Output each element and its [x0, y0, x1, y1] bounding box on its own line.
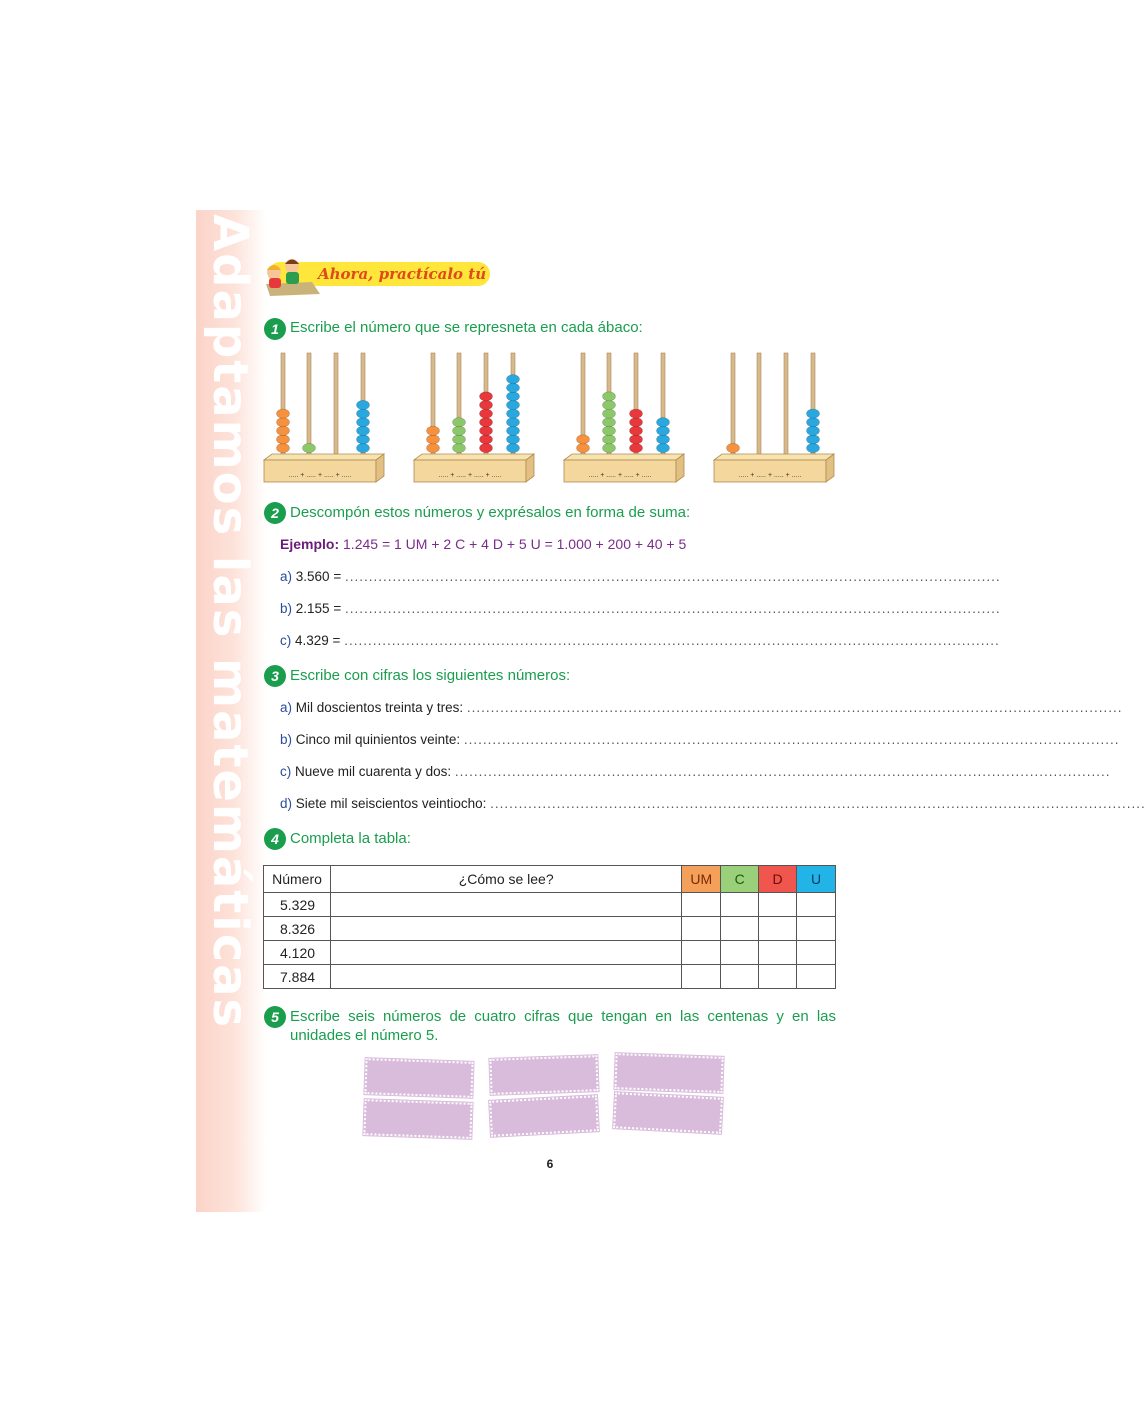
- fill-dots: ..........................................................................................................................................: [466, 700, 1123, 715]
- d-cell[interactable]: [759, 917, 797, 941]
- abacus-bead: [630, 409, 643, 418]
- abacus-base-label: ..... + ..... + ..... + .....: [588, 472, 652, 479]
- abacus-bead: [453, 435, 466, 444]
- answer-line-3a[interactable]: [280, 700, 1123, 715]
- abacus-bead: [303, 443, 316, 452]
- numbers-table: [263, 865, 836, 989]
- abacus-bead: [480, 426, 493, 435]
- d-cell[interactable]: [759, 965, 797, 989]
- abacus-bead: [657, 418, 670, 427]
- answer-line-2a[interactable]: [280, 569, 1001, 584]
- header-como-se-lee: ¿Cómo se lee?: [330, 866, 681, 893]
- abacus-drawing: [262, 350, 388, 485]
- question-1-text: Escribe el número que se represneta en cada ábaco:: [290, 319, 643, 336]
- c-cell[interactable]: [721, 965, 759, 989]
- table-row: [264, 941, 836, 965]
- item-label: b): [280, 601, 293, 616]
- abacus-bead: [277, 426, 290, 435]
- abacus-base-top: [564, 454, 684, 460]
- abacus-bead: [630, 443, 643, 452]
- abacus-bead: [507, 426, 520, 435]
- reading-cell[interactable]: [330, 893, 681, 917]
- abacus-drawing: [412, 350, 538, 485]
- abacus-bead: [603, 435, 616, 444]
- abacus-bead: [807, 409, 820, 418]
- question-4-number: 4: [264, 828, 286, 850]
- item-label: d): [280, 796, 293, 811]
- abacus-1: [262, 350, 388, 485]
- abacus-base-top: [414, 454, 534, 460]
- u-cell[interactable]: [797, 893, 836, 917]
- abacus-bead: [603, 409, 616, 418]
- um-cell[interactable]: [682, 893, 721, 917]
- abacus-bead: [603, 418, 616, 427]
- item-text: Siete mil seiscientos veintiocho:: [295, 796, 487, 811]
- sidebar-title: Adaptamos las matemáticas: [202, 214, 258, 1030]
- abacus-bead: [603, 443, 616, 452]
- abacus-3: [562, 350, 688, 485]
- row-number: 4.120: [264, 941, 331, 965]
- abacus-bead: [657, 426, 670, 435]
- fill-dots: ..........................................................................................................................................: [344, 601, 1001, 616]
- header-u: U: [797, 866, 836, 893]
- row-number: 8.326: [264, 917, 331, 941]
- answer-stamp-4[interactable]: [363, 1099, 472, 1139]
- answer-stamp-2[interactable]: [489, 1055, 598, 1095]
- abacus-bead: [453, 426, 466, 435]
- abacus-bead: [727, 443, 740, 452]
- banner-title: Ahora, practícalo tú: [318, 265, 487, 283]
- abacus-bead: [277, 418, 290, 427]
- row-number: 7.884: [264, 965, 331, 989]
- abacus-bead: [277, 443, 290, 452]
- table-header-row: [264, 866, 836, 893]
- fill-dots: ..........................................................................................................................................: [463, 732, 1120, 747]
- fill-dots: ..........................................................................................................................................: [344, 569, 1001, 584]
- abacus-drawing: [712, 350, 838, 485]
- item-label: c): [280, 633, 292, 648]
- section-banner: [260, 254, 490, 294]
- u-cell[interactable]: [797, 917, 836, 941]
- abacus-bead: [453, 418, 466, 427]
- abacus-bead: [630, 435, 643, 444]
- header-um: UM: [682, 866, 721, 893]
- answer-stamp-3[interactable]: [614, 1053, 723, 1093]
- abacus-base-label: ..... + ..... + ..... + .....: [438, 472, 502, 479]
- fill-dots: ..........................................................................................................................................: [344, 633, 1000, 648]
- example-text: 1.245 = 1 UM + 2 C + 4 D + 5 U = 1.000 + 200 + 40 + 5: [343, 536, 687, 552]
- answer-stamp-6[interactable]: [613, 1092, 723, 1134]
- header-c: C: [721, 866, 759, 893]
- um-cell[interactable]: [682, 941, 721, 965]
- u-cell[interactable]: [797, 941, 836, 965]
- um-cell[interactable]: [682, 965, 721, 989]
- abacus-bead: [507, 383, 520, 392]
- abacus-bead: [657, 435, 670, 444]
- question-2-text: Descompón estos números y exprésalos en forma de suma:: [290, 504, 691, 521]
- header-numero: Número: [264, 866, 331, 893]
- answer-line-2c[interactable]: [280, 633, 1000, 648]
- abacus-bead: [427, 443, 440, 452]
- item-text: Cinco mil quinientos veinte:: [295, 732, 461, 747]
- reading-cell[interactable]: [330, 941, 681, 965]
- abacus-bead: [357, 426, 370, 435]
- abacus-bead: [630, 418, 643, 427]
- table-row: [264, 917, 836, 941]
- um-cell[interactable]: [682, 917, 721, 941]
- abacus-bead: [807, 435, 820, 444]
- row-number: 5.329: [264, 893, 331, 917]
- abacus-bead: [603, 400, 616, 409]
- abacus-drawing: [562, 350, 688, 485]
- abacus-bead: [807, 418, 820, 427]
- abacus-bead: [807, 426, 820, 435]
- abacus-base-label: ..... + ..... + ..... + .....: [738, 472, 802, 479]
- abacus-bead: [507, 443, 520, 452]
- abacus-rod: [757, 353, 761, 459]
- abacus-2: [412, 350, 538, 485]
- abacus-bead: [507, 435, 520, 444]
- question-5-number: 5: [264, 1006, 286, 1028]
- abacus-bead: [277, 435, 290, 444]
- answer-line-3d[interactable]: [280, 796, 1146, 811]
- abacus-bead: [507, 392, 520, 401]
- abacus-bead: [357, 435, 370, 444]
- u-cell[interactable]: [797, 965, 836, 989]
- d-cell[interactable]: [759, 893, 797, 917]
- abacus-bead: [807, 443, 820, 452]
- fill-dots: ..........................................................................................................................................: [490, 796, 1146, 811]
- c-cell[interactable]: [721, 917, 759, 941]
- question-4-text: Completa la tabla:: [290, 830, 411, 847]
- item-text: 3.560 =: [295, 569, 342, 584]
- question-5-text: Escribe seis números de cuatro cifras que tengan en las centenas y en las unidades el número 5.: [290, 1008, 836, 1044]
- abacus-bead: [577, 443, 590, 452]
- answer-stamp-1[interactable]: [364, 1058, 473, 1098]
- fill-dots: ..........................................................................................................................................: [454, 764, 1111, 779]
- d-cell[interactable]: [759, 941, 797, 965]
- page-number: 6: [546, 1157, 554, 1171]
- reading-cell[interactable]: [330, 965, 681, 989]
- item-label: c): [280, 764, 292, 779]
- item-label: a): [280, 569, 293, 584]
- abacus-bead: [507, 375, 520, 384]
- abacus-rod: [784, 353, 788, 459]
- item-label: a): [280, 700, 293, 715]
- abacus-bead: [453, 443, 466, 452]
- example-line: [280, 536, 686, 552]
- abacus-base-top: [714, 454, 834, 460]
- abacus-bead: [480, 418, 493, 427]
- abacus-bead: [603, 392, 616, 401]
- abacus-bead: [427, 435, 440, 444]
- item-text: 4.329 =: [295, 633, 341, 648]
- abacus-base-label: ..... + ..... + ..... + .....: [288, 472, 352, 479]
- abacus-bead: [480, 435, 493, 444]
- abacus-bead: [480, 409, 493, 418]
- abacus-rod: [334, 353, 338, 459]
- answer-line-3b[interactable]: [280, 732, 1120, 747]
- abacus-base-top: [264, 454, 384, 460]
- c-cell[interactable]: [721, 893, 759, 917]
- item-label: b): [280, 732, 293, 747]
- abacus-bead: [480, 400, 493, 409]
- abacus-bead: [427, 426, 440, 435]
- abacus-bead: [603, 426, 616, 435]
- item-text: Nueve mil cuarenta y dos:: [295, 764, 452, 779]
- answer-stamp-5[interactable]: [489, 1095, 599, 1137]
- table-row: [264, 893, 836, 917]
- abacus-bead: [577, 435, 590, 444]
- abacus-bead: [480, 443, 493, 452]
- abacus-bead: [357, 418, 370, 427]
- item-text: Mil doscientos treinta y tres:: [295, 700, 464, 715]
- abacus-bead: [630, 426, 643, 435]
- abacus-bead: [480, 392, 493, 401]
- abacus-bead: [507, 400, 520, 409]
- abacus-bead: [507, 409, 520, 418]
- question-3-number: 3: [264, 665, 286, 687]
- item-text: 2.155 =: [295, 601, 342, 616]
- reading-cell[interactable]: [330, 917, 681, 941]
- abacus-4: [712, 350, 838, 485]
- example-label: Ejemplo:: [280, 536, 340, 552]
- c-cell[interactable]: [721, 941, 759, 965]
- table-row: [264, 965, 836, 989]
- abacus-bead: [357, 400, 370, 409]
- question-1-number: 1: [264, 318, 286, 340]
- question-3-text: Escribe con cifras los siguientes números:: [290, 667, 571, 684]
- answer-line-2b[interactable]: [280, 601, 1001, 616]
- header-d: D: [759, 866, 797, 893]
- abacus-bead: [507, 418, 520, 427]
- answer-line-3c[interactable]: [280, 764, 1111, 779]
- question-2-number: 2: [264, 502, 286, 524]
- abacus-bead: [277, 409, 290, 418]
- abacus-bead: [657, 443, 670, 452]
- abacus-bead: [357, 443, 370, 452]
- kids-illustration-icon: [260, 254, 320, 296]
- abacus-bead: [357, 409, 370, 418]
